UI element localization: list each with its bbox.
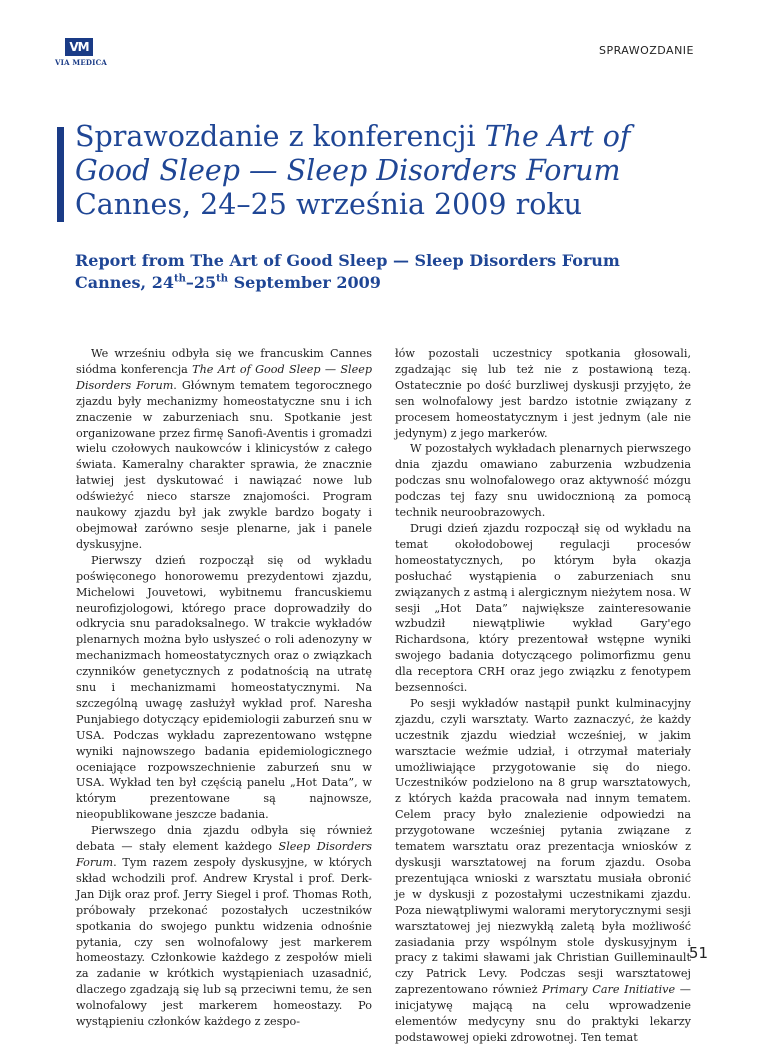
paragraph xyxy=(76,346,372,553)
via-medica-logo xyxy=(55,38,108,67)
paragraph: Drugi dzień zjazdu rozpoczął się od wykładu na temat okołodobowej regulacji procesów homeostatycznych, po którym była okazja posłuchać wystąpienia o zaburzeniach snu związanych z astmą i alergicznym nieżytem nosa. W sesji „Hot Data” największe zainteresowanie wzbudził niewątpliwie wykład Gary'ego Richardsona, który prezentował wstępne wyniki swojego badania dotyczącego polimorfizmu genu dla receptora CRH oraz jego związku z fenotypem bezsenności. xyxy=(395,521,691,695)
article-subtitle xyxy=(75,250,715,294)
initiative-name: Primary Care Initiative xyxy=(542,983,676,997)
paragraph: Pierwszy dzień rozpoczął się od wykładu poświęconego honorowemu prezydentowi zjazdu, Michelowi Jouvetowi, wybitnemu francuskiemu neurofizjologowi, którego prace doprowadziły do odkrycia snu paradoksalnego. W trakcie wykładów plenarnych można było usłyszeć o roli adenozyny w mechanizmach homeostatycznych oraz o związkach czynników genetycznych z podatnością na utratę snu i mechanizmami homeostatycznymi. Na szczególną uwagę zasłużył wykład prof. Naresha Punjabiego dotyczący epidemiologii zaburzeń snu w USA. Podczas wykładu zaprezentowano wstępne wyniki najnowszego badania epidemiologicznego oceniające rozpowszechnienie zaburzeń snu w USA. Wykład ten był częścią panelu „Hot Data”, w którym prezentowane są najnowsze, nieopublikowane jeszcze badania. xyxy=(76,553,372,822)
subtitle-sup-2: th xyxy=(216,273,229,285)
paragraph xyxy=(76,823,372,1030)
paragraph xyxy=(395,696,691,1046)
subtitle-line-2-c: September 2009 xyxy=(228,273,381,292)
title-line-1-plain: Sprawozdanie z konferencji xyxy=(75,120,485,153)
page-number: 51 xyxy=(688,944,708,962)
title-line-2 xyxy=(75,154,715,188)
subtitle-line-2-b: –25 xyxy=(185,273,217,292)
body-column-right xyxy=(395,346,691,1046)
forum-name: Sleep Disorders Forum xyxy=(76,840,373,869)
text-run: — inicjatywę mającą na celu wprowadzenie elementów medycyny snu do praktyki lekarzy podstawowej opieki zdrowotnej. Ten temat xyxy=(395,983,691,1044)
paragraph: W pozostałych wykładach plenarnych pierwszego dnia zjazdu omawiano zaburzenia wzbudzenia podczas snu wolnofalowego oraz aktywność mózgu podczas tej fazy snu uwidocznioną za pomocą technik neuroobrazowych. xyxy=(395,442,691,520)
article-title xyxy=(75,120,715,222)
logo-mark: VM xyxy=(65,38,93,56)
paragraph: łów pozostali uczestnicy spotkania głosowali, zgadzając się lub też nie z postawioną tezą. Ostatecznie po dość burzliwej dyskusji przyjęto, że sen wolnofalowy jest bardzo istotnie związany z procesem homeostatycznym i jest jednym (ale nie jedynym) z jego markerów. xyxy=(395,347,691,440)
section-label: SPRAWOZDANIE xyxy=(598,44,694,57)
text-run: . Głównym tematem tegorocznego zjazdu były mechanizmy homeostatyczne snu i ich znaczenie w zaburzeniach snu. Spotkanie jest organizowane przez firmę Sanofi-Aventis i gromadzi wielu czołowych naukowców i klinicystów z całego świata. Kameralny charakter sprawia, że znacznie łatwiej jest dyskutować i nawiązać nowe lub odświeżyć nieco starsze znajomości. Program naukowy zjazdu był jak zwykle bardzo bogaty i obejmował zarówno sesje plenarne, jak i panele dyskusyjne. xyxy=(76,378,372,551)
text-run: We wrześniu odbyła się we francuskim Cannes siódma konferencja xyxy=(76,347,372,376)
subtitle-line-2 xyxy=(75,272,715,294)
subtitle-line-2-a: Cannes, 24 xyxy=(75,273,174,292)
title-line-3: Cannes, 24–25 września 2009 roku xyxy=(75,188,583,221)
title-accent-bar xyxy=(57,127,64,222)
text-run: . Tym razem zespoły dyskusyjne, w których skład wchodzili prof. Andrew Krystal i prof. Derk-Jan Dijk oraz prof. Jerry Siegel i prof. Thomas Roth, próbowały przekonać pozostałych uczestników spotkania do swojego punktu widzenia odnośnie pytania, czy sen wolnofalowy jest markerem homeostazy. Członkowie każdego z zespołów mieli za zadanie w krótkich wystąpieniach uzasadnić, dlaczego zgadzają się lub są przeciwni temu, że sen wolnofalowy jest markerem homeostazy. Po wystąpieniu członków każdego z zespo- xyxy=(76,856,372,1029)
title-line-1 xyxy=(75,120,715,154)
text-run: Pierwszego dnia zjazdu odbyła się również debata — stały element każdego xyxy=(76,824,372,854)
conference-name: The Art of Good Sleep — Sleep Disorders Forum xyxy=(76,362,372,392)
text-run: Po sesji wykładów nastąpił punkt kulminacyjny zjazdu, czyli warsztaty. Warto zaznaczyć, że każdy uczestnik zjazdu wiedział wcześniej, w jakim warsztacie weźmie udział, i otrzymał materiały umożliwiające przygotowanie się do niego. Uczestników podzielono na 8 grup warsztatowych, z których każda pracowała nad innym tematem. Celem pracy było znalezienie odpowiedzi na przygotowane wcześniej pytania związane z tematem warsztatu oraz prezentacja wniosków z dyskusji warsztatowej na forum zjazdu. Osoba prezentująca wnioski z warsztatu musiała obronić je w dyskusji z pozostałymi uczestnikami zjazdu. Poza niewątpliwymi walorami merytorycznymi sesji warsztatowej jej niezwykłą zaletą była możliwość zasiadania przy wspólnym stole dyskusyjnym i pracy z takimi sławami jak Christian Guilleminault czy Patrick Levy. Podczas sesji warsztatowej zaprezentowano również xyxy=(395,696,691,997)
title-line-1-italic: The Art of xyxy=(484,120,631,153)
body-column-left xyxy=(76,346,372,1030)
title-line-2-italic: Good Sleep — Sleep Disorders Forum xyxy=(75,154,621,187)
logo-text: VIA MEDICA xyxy=(55,58,108,67)
subtitle-line-1: Report from The Art of Good Sleep — Sleep Disorders Forum xyxy=(75,251,620,270)
subtitle-sup-1: th xyxy=(173,273,186,285)
